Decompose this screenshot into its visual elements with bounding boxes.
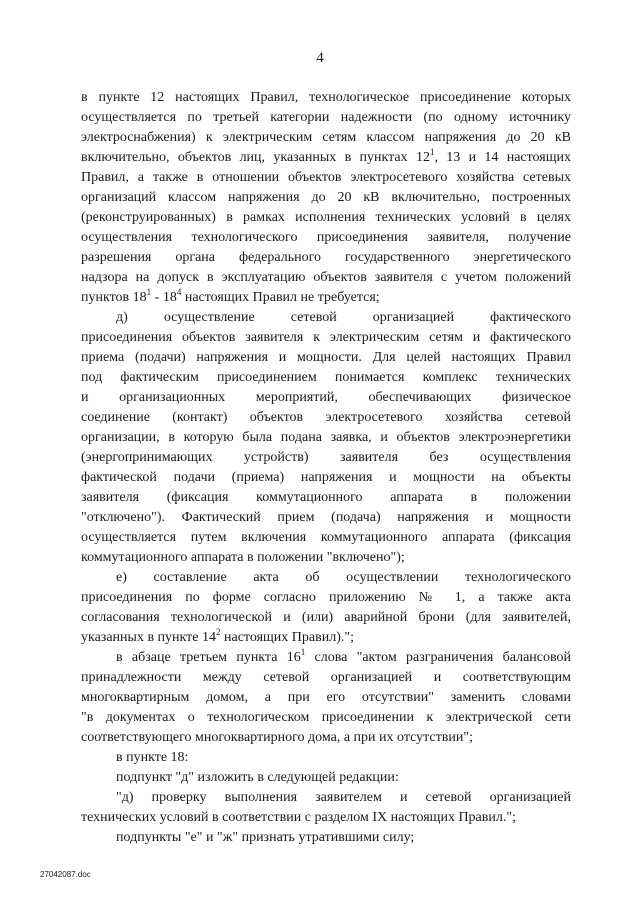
text-segment: пунктов 18 xyxy=(81,290,147,305)
text-segment: осуществления технологического присоединения заявителя, получение xyxy=(81,230,571,245)
text-segment: и организационных мероприятий, обеспечивающих физическое xyxy=(81,390,571,405)
text-line xyxy=(81,268,571,288)
text-segment: принадлежности между сетевой организацией и соответствующим xyxy=(81,670,571,685)
text-line xyxy=(81,528,571,548)
text-line xyxy=(81,308,571,328)
text-segment: в пункте 18: xyxy=(116,750,189,765)
text-segment: "отключено"). Фактический прием (подача) напряжения и мощности xyxy=(81,510,571,525)
text-segment: включительно, объектов лиц, указанных в пунктах 12 xyxy=(81,150,430,165)
text-line xyxy=(81,608,571,628)
text-segment: настоящих Правил)."; xyxy=(220,630,354,645)
text-segment: присоединения по форме согласно приложению № 1, а также акта xyxy=(81,590,571,605)
text-line xyxy=(81,468,571,488)
text-line xyxy=(81,148,571,168)
text-line xyxy=(81,508,571,528)
text-line xyxy=(81,668,571,688)
text-line xyxy=(81,128,571,148)
superscript: 4 xyxy=(176,288,182,297)
text-segment: осуществляется путем включения коммутационного аппарата (фиксация xyxy=(81,530,571,545)
text-segment: в пункте 12 настоящих Правил, технологическое присоединение которых xyxy=(81,90,571,105)
text-segment: указанных в пункте 14 xyxy=(81,630,216,645)
text-segment: осуществляется по третьей категории надежности (по одному источнику xyxy=(81,110,571,125)
text-segment: слова "актом разграничения балансовой xyxy=(305,650,571,665)
text-segment: настоящих Правил не требуется; xyxy=(181,290,380,305)
text-line xyxy=(81,788,571,808)
text-segment: "в документах о технологическом присоединении к электрической сети xyxy=(81,710,571,725)
text-segment: коммутационного аппарата в положении "включено"); xyxy=(81,550,405,565)
text-segment: согласования технологической и (или) аварийной брони (для заявителей, xyxy=(81,610,571,625)
text-segment: присоединения объектов заявителя к электрическим сетям и фактического xyxy=(81,330,571,345)
text-line xyxy=(81,188,571,208)
text-line xyxy=(81,428,571,448)
text-line xyxy=(81,488,571,508)
body-text xyxy=(81,88,571,848)
text-line xyxy=(81,648,571,668)
page-number: 4 xyxy=(316,50,324,66)
text-segment: соединение (контакт) объектов электросетевого хозяйства сетевой xyxy=(81,410,571,425)
text-line xyxy=(81,108,571,128)
text-line xyxy=(81,768,571,788)
text-segment: соответствующего многоквартирного дома, а при их отсутствии"; xyxy=(81,730,473,745)
footer-filename: 27042087.doc xyxy=(40,870,91,879)
text-segment: приема (подачи) напряжения и мощности. Для целей настоящих Правил xyxy=(81,350,571,365)
superscript: 1 xyxy=(146,288,152,297)
text-line xyxy=(81,328,571,348)
text-line xyxy=(81,88,571,108)
text-segment: (энергопринимающих устройств) заявителя без осуществления xyxy=(81,450,571,465)
text-segment: надзора на допуск в эксплуатацию объектов заявителя с учетом положений xyxy=(81,270,571,285)
text-line xyxy=(81,288,571,308)
text-segment: "д) проверку выполнения заявителем и сетевой организацией xyxy=(116,790,571,805)
text-segment: подпункт "д" изложить в следующей редакции: xyxy=(116,770,399,785)
text-line xyxy=(81,248,571,268)
text-segment: многоквартирным домом, а при его отсутствии" заменить словами xyxy=(81,690,571,705)
text-line xyxy=(81,228,571,248)
text-segment: подпункты "е" и "ж" признать утратившими силу; xyxy=(116,830,415,845)
text-line xyxy=(81,568,571,588)
superscript: 1 xyxy=(429,148,435,157)
text-line xyxy=(81,448,571,468)
text-line xyxy=(81,388,571,408)
text-segment: - 18 xyxy=(151,290,177,305)
text-segment: организации, в которую была подана заявка, и объектов электроэнергетики xyxy=(81,430,571,445)
text-segment: электроснабжения) к электрическим сетям классом напряжения до 20 кВ xyxy=(81,130,571,145)
text-line xyxy=(81,748,571,768)
text-segment: под фактическим присоединением понимается комплекс технических xyxy=(81,370,571,385)
text-line xyxy=(81,708,571,728)
text-line xyxy=(81,808,571,828)
superscript: 1 xyxy=(300,648,306,657)
text-line xyxy=(81,688,571,708)
text-line xyxy=(81,208,571,228)
text-line xyxy=(81,408,571,428)
text-segment: в абзаце третьем пункта 16 xyxy=(116,650,301,665)
text-segment: заявителя (фиксация коммутационного аппарата в положении xyxy=(81,490,571,505)
text-line xyxy=(81,588,571,608)
text-line xyxy=(81,628,571,648)
text-segment: е) составление акта об осуществлении технологического xyxy=(116,570,571,585)
text-segment: технических условий в соответствии с разделом IX настоящих Правил."; xyxy=(81,810,516,825)
text-segment: , 13 и 14 настоящих xyxy=(434,150,571,165)
text-line xyxy=(81,168,571,188)
text-line xyxy=(81,728,571,748)
text-segment: организаций классом напряжения до 20 кВ включительно, построенных xyxy=(81,190,571,205)
text-segment: разрешения органа федерального государственного энергетического xyxy=(81,250,571,265)
text-line xyxy=(81,348,571,368)
text-segment: фактической подачи (приема) напряжения и мощности на объекты xyxy=(81,470,571,485)
superscript: 2 xyxy=(215,628,221,637)
text-line xyxy=(81,548,571,568)
text-line xyxy=(81,828,571,848)
text-segment: (реконструированных) в рамках исполнения технических условий в целях xyxy=(81,210,571,225)
text-segment: д) осуществление сетевой организацией фактического xyxy=(116,310,571,325)
text-segment: Правил, а также в отношении объектов электросетевого хозяйства сетевых xyxy=(81,170,571,185)
text-line xyxy=(81,368,571,388)
